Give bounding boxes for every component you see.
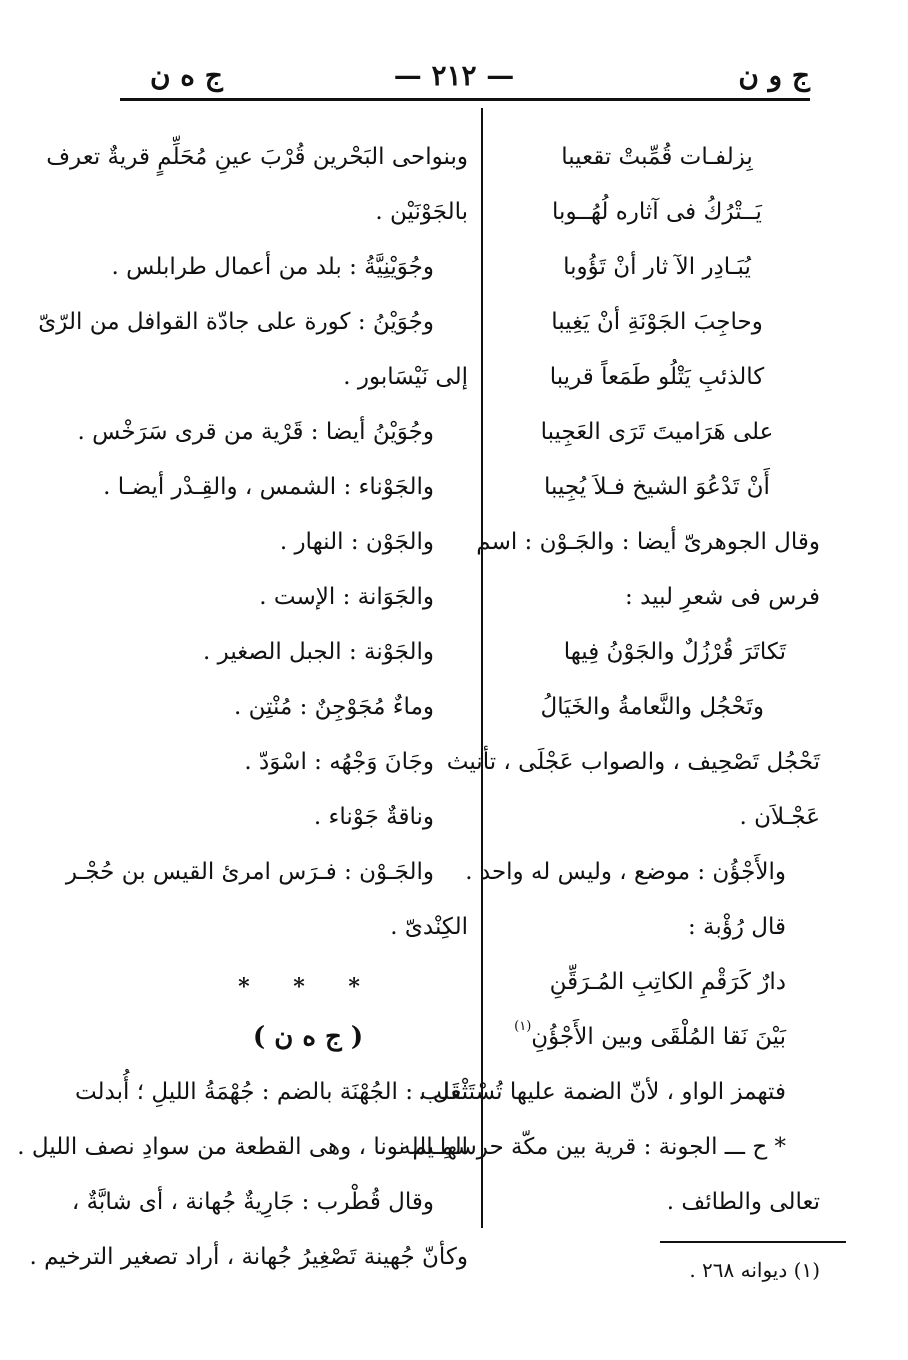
text-line: وجَانَ وَجْهُه : اسْوَدّ . <box>244 749 434 775</box>
verse-line: على هَرَاميتَ تَرَى العَجِيبا <box>540 419 774 445</box>
text-line: فرس فى شعرِ لبيد : <box>625 584 820 610</box>
text-line: وبنواحى البَحْرين قُرْبَ عينِ مُحَلِّمٍ قريةٌ تعرف <box>46 144 468 170</box>
text-line: وجُوَيْنُ : كورة على جادّة القوافل من الرّىّ <box>38 309 434 335</box>
footnote: (١) ديوانه ٢٦٨ . <box>689 1258 820 1282</box>
section-separator: * * * <box>238 974 378 1000</box>
text-line: وكأنّ جُهينة تَصْغِيرُ جُهانة ، أراد تصغير الترخيم . <box>29 1244 468 1270</box>
text-line: إلى نَيْسَابور . <box>343 364 468 390</box>
footnote-marker: (١) <box>514 1019 532 1034</box>
verse-line: يَــتْرُكُ فى آثاره لُهُــوبا <box>552 199 762 225</box>
text-line: والأَجْؤُن : موضع ، وليس له واحد . <box>465 859 786 885</box>
verse-line: دارٌ كَرَقْمِ الكاتِبِ المُـرَقِّنِ <box>549 969 786 995</box>
text-line: * ح ـــ الجونة : قرية بين مكّة حرسها الله <box>399 1134 786 1160</box>
text-line: والجَوْن : النهار . <box>279 529 434 555</box>
verse-line <box>494 1010 820 1065</box>
text-line: وماءٌ مُجَوْجِنٌ : مُنْتِن . <box>233 694 434 720</box>
text-line: والجَـوْن : فـرَس امرئ القيس بن حُجْـر <box>65 859 434 885</box>
header-root-right: ج و ن <box>738 59 810 92</box>
text-line: وجُوَيْنِيَّةُ : بلد من أعمال طرابلس . <box>111 254 434 280</box>
section-heading: ( ج ه ن ) <box>252 1022 364 1052</box>
text-line: والجَوَانة : الإست . <box>259 584 434 610</box>
verse-line: وتَحْجُل والنَّعامةُ والخَيَالُ <box>540 694 764 720</box>
text-line: وقال الجوهرىّ أيضا : والجَـوْن : اسم <box>476 529 820 555</box>
text-line: وجُوَيْنُ أيضا : قَرْية من قرى سَرَخْس . <box>77 419 434 445</box>
header-root-left: ج ه ن <box>150 59 223 92</box>
text-line: قال رُؤْبة : <box>687 914 786 940</box>
verse-line: وحاجِبَ الجَوْنَةِ أنْ يَغِيبا <box>551 309 763 335</box>
column-separator <box>481 108 483 1228</box>
text-line: عَجْـلاَن . <box>739 804 820 830</box>
text-line: المِـيم نونا ، وهى القطعة من سوادِ نصف الليل . <box>17 1134 468 1160</box>
text-line: والجَوْنة : الجبل الصغير . <box>203 639 434 665</box>
text-line: الكِنْدىّ . <box>390 914 468 940</box>
text-line: وقال قُطْرب : جَارِيةٌ جُهانة ، أى شابَّةٌ ، <box>71 1189 434 1215</box>
verse-text: بَيْنَ نَقا المُلْقَى وبين الأَجْؤُنِ <box>531 1024 786 1050</box>
text-line: تعالى والطائف . <box>666 1189 820 1215</box>
verse-line: بِزلفـات قُمِّبتْ تقعيبا <box>561 144 753 170</box>
footnote-rule <box>660 1241 846 1243</box>
verse-line: تَكاتَرَ قُرْزُلٌ والجَوْنُ فِيها <box>563 639 786 665</box>
text-line: والجَوْناء : الشمس ، والقِـدْر أيضـا . <box>103 474 434 500</box>
text-line: فتهمز الواو ، لأنّ الضمة عليها تُسْتَثْقَل . <box>418 1079 786 1105</box>
left-column <box>17 130 468 1285</box>
verse-line: يُبَـادِر الآ ثار أنْ تَؤُوبا <box>563 254 751 280</box>
header-rule <box>120 98 810 101</box>
text-line: وناقةٌ جَوْناء . <box>313 804 434 830</box>
verse-line: أَنْ تَدْعُوَ الشيخ فـلاَ يُجِيبا <box>544 474 770 500</box>
page-number: — ٢١٢ — <box>393 59 515 92</box>
text-line: ثعلب : الجُهْنَة بالضم : جُهْمَةُ الليلِ ؛ أُبدلت <box>74 1079 468 1105</box>
verse-line: كالذئبِ يَتْلُو طَمَعاً قريبا <box>549 364 765 390</box>
text-line: بالجَوْنَيْن . <box>375 199 468 225</box>
text-line: تَحْجُل تَصْحِيف ، والصواب عَجْلَى ، تأنيث <box>446 749 820 775</box>
